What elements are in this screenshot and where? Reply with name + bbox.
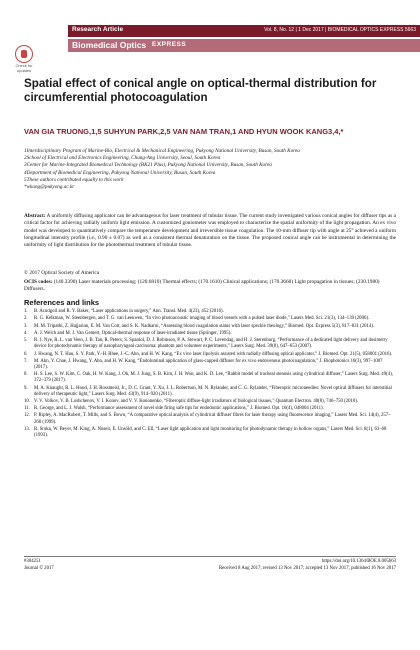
journal-title: Biomedical Optics xyxy=(72,40,147,50)
ocis-codes xyxy=(24,279,396,294)
reference-item: 1. B. Acudgoil and R. Y. Baker, “Laser applications in surgery,” Ann. Transl. Med. 4(23), 452 (2016). xyxy=(24,309,224,314)
reference-item: 3. M. M. Tripathi, Z. Hajjarian, E. M. Van Cott, and S. K. Nadkarni, “Assessing blood coagulation status with laser speckle rheology,” Biomed. Opt. Express 5(3), 817–831 (2014). xyxy=(24,323,375,329)
check-updates-badge[interactable] xyxy=(12,45,36,73)
reference-list xyxy=(24,309,396,440)
reference-item: 4. A. J. Welch and M. J. Van Gemert, Optical-thermal response of laser-irradiated tissue (Springer, 1995). xyxy=(24,330,232,336)
affiliation: 4Department of Biomedical Engineering, Pukyong National University, Busan, South Korea xyxy=(24,169,216,176)
reference-item: 13. R. Sroka, W. Beyer, M. King, A. Nuseir, E. Unsöld, and C. Ell, “Laser light application and light monitoring for photodynamic therapy in hollow organs,” Lasers Med. Sci. 8(1), 63–68 (1993). xyxy=(24,426,387,438)
article-id: #304251 xyxy=(24,559,41,564)
article-type-label: Research Article xyxy=(72,26,124,33)
check-updates-icon xyxy=(15,45,33,63)
reference-item: 10. V. V. Volkov, V. B. Loshchenov, V. I. Konov, and V. V. Kononenko, “Fiberoptic diffuse-light irradiators of biological tissues,” Quantum Electron. 40(8), 746–750 (2010). xyxy=(24,398,359,404)
ocis-label: OCIS codes: xyxy=(24,279,53,285)
volume-info: Vol. 8, No. 12 | 1 Dec 2017 | BIOMEDICAL OPTICS EXPRESS 5663 xyxy=(264,27,416,33)
reference-item: 12. P. Ripley, A. MacRobert, T. Mills, and S. Bown, “A comparative optical analysis of cylindrical diffuser fibres for laser therapy using fluorescence imaging,” Lasers Med. Sci. 14(4), 257–268 (1999). xyxy=(24,413,391,425)
abstract-label: Abstract: xyxy=(24,213,46,219)
journal-banner xyxy=(68,39,420,52)
author-list: VAN GIA TRUONG,1,5 SUHYUN PARK,2,5 VAN NAM TRAN,1 AND HYUN WOOK KANG3,4,* xyxy=(24,127,344,136)
copyright: © 2017 Optical Society of America xyxy=(24,270,100,276)
affiliation: 2School of Electrical and Electronics Engineering, Chung-Ang University, Seoul, South Korea xyxy=(24,155,221,162)
footer-divider xyxy=(24,556,396,557)
abstract-text: A uniformly diffusing applicator can be advantageous for laser treatment of tubular tissue. The current study investigated various conical angles for diffuser tips as a critical factor for achieving radially uniform light emission. A customized goniometer was employed to characterize the spatial uniformity of the light propagation. An ex vivo model was developed to quantitatively compare the temperature development and irreversible tissue coagulation. The 10-mm diffuser tip with angle at 25° achieved a uniform longitudinal intensity profile (i.e., 0.90 ± 0.07) as well as a consistent thermal denaturation on the tissue. The proposed conical angle can be instrumental in determining the uniformity of light distribution for the photothermal treatment of tubular tissue. xyxy=(24,213,396,249)
affiliation: 5These authors contributed equally to this work xyxy=(24,176,124,183)
doi-link[interactable]: https://doi.org/10.1364/BOE.8.005663 xyxy=(321,559,396,564)
history-dates: Received 8 Aug 2017; revised 13 Nov 2017; accepted 13 Nov 2017; published 16 Nov 2017 xyxy=(218,565,396,571)
abstract xyxy=(24,213,396,249)
journal-subtitle: EXPRESS xyxy=(152,41,187,48)
reference-item: 2. R. G. Kelkman, W. Steenbergen, and T. G. van Leeuwen, “In vivo photoacoustic imaging of blood vessels with a pulsed laser diode,” Lasers Med. Sci. 21(3), 134–139 (2006). xyxy=(24,316,370,322)
reference-item: 8. H. S. Lee, S. W. Kim, C. Oak, H. W. Kang, J. Oh, M. J. Jung, S. B. Kim, J. H. Won, and K. D. Lee, “Rabbit model of tracheal stenosis using cylindrical diffuser,” Lasers Surg. Med. 49(4), 372–379 (2017). xyxy=(24,372,393,384)
ocis-text: (140.3390) Laser materials processing; (120.6810) Thermal effects; (170.1610) Clinical applications; (170.3660) Light propagation in tissues; (230.1980) Diffusers. xyxy=(24,279,380,293)
references-heading: References and links xyxy=(24,298,100,307)
footer xyxy=(24,559,396,572)
check-updates-label: Check for updates xyxy=(15,63,33,73)
affiliation: 3Center for Marine-Integrated Biomedical Technology (BK21 Plus), Pukyong National University, Busan, South Korea xyxy=(24,162,272,169)
reference-item: 7. M. Ahn, Y. Chae, J. Hwang, Y. Ahn, and H. W. Kang, “Endoluminal application of glass-capped diffuser for ex vivo endovenous photocoagulation,” J. Biophotonics 10(3), 997–1007 (2017). xyxy=(24,358,383,370)
email-link[interactable]: *wkang@pukyong.ac.kr xyxy=(24,184,75,191)
reference-item: 5. R. J. Nye, R. L. van Veen, J. B. Tan, R. Peters, S. Spaniol, D. J. Robinson, P. A. Stewart, P. C. Levendag, and H. J. Sterenborg, “Performance of a dedicated light delivery and dosimetry device for photodynamic therapy of nasopharyngeal carcinoma: phantom and volunteer experiments,” Lasers Surg. Med. 39(8), 647–653 (2007). xyxy=(24,338,388,350)
reference-item: 11. R. George, and L. J. Walsh, “Performance assessment of novel side firing safe tips for endodontic applications,” J. Biomed. Opt. 16(4), 048004 (2011). xyxy=(24,406,324,412)
journal-copyright: Journal © 2017 xyxy=(24,565,54,571)
affiliation: 1Interdisciplinary Program of Marine-Bio, Electrical & Mechanical Engineering, Pukyong National University, Busan, South Korea xyxy=(24,148,300,154)
affiliations xyxy=(24,148,396,191)
header-bar xyxy=(68,25,420,37)
reference-item: 9. M. A. Knaught, R. L. Hood, J. H. Rossmeisl, Jr., D. C. Grant, Y. Xu, J. L. Robertson, M. N. Rylander, and C. G. Rylander, “Fiberoptic microneedles: Novel optical diffusers for interstitial delivery of therapeutic light,” Lasers Surg. Med. 43(9), 914–920 (2011). xyxy=(24,385,392,397)
reference-item: 6. J. Hwang, N. T. Hau, S. Y. Park, Y.-H. Rhee, J.-C. Ahn, and H. W. Kang, “Ex vivo laser lipolysis assisted with radially diffusing optical applicator,” J. Biomed. Opt. 21(5), 058001 (2016). xyxy=(24,351,393,357)
article-title: Spatial effect of conical angle on optical-thermal distribution for circumferential photocoagulation xyxy=(24,77,377,104)
